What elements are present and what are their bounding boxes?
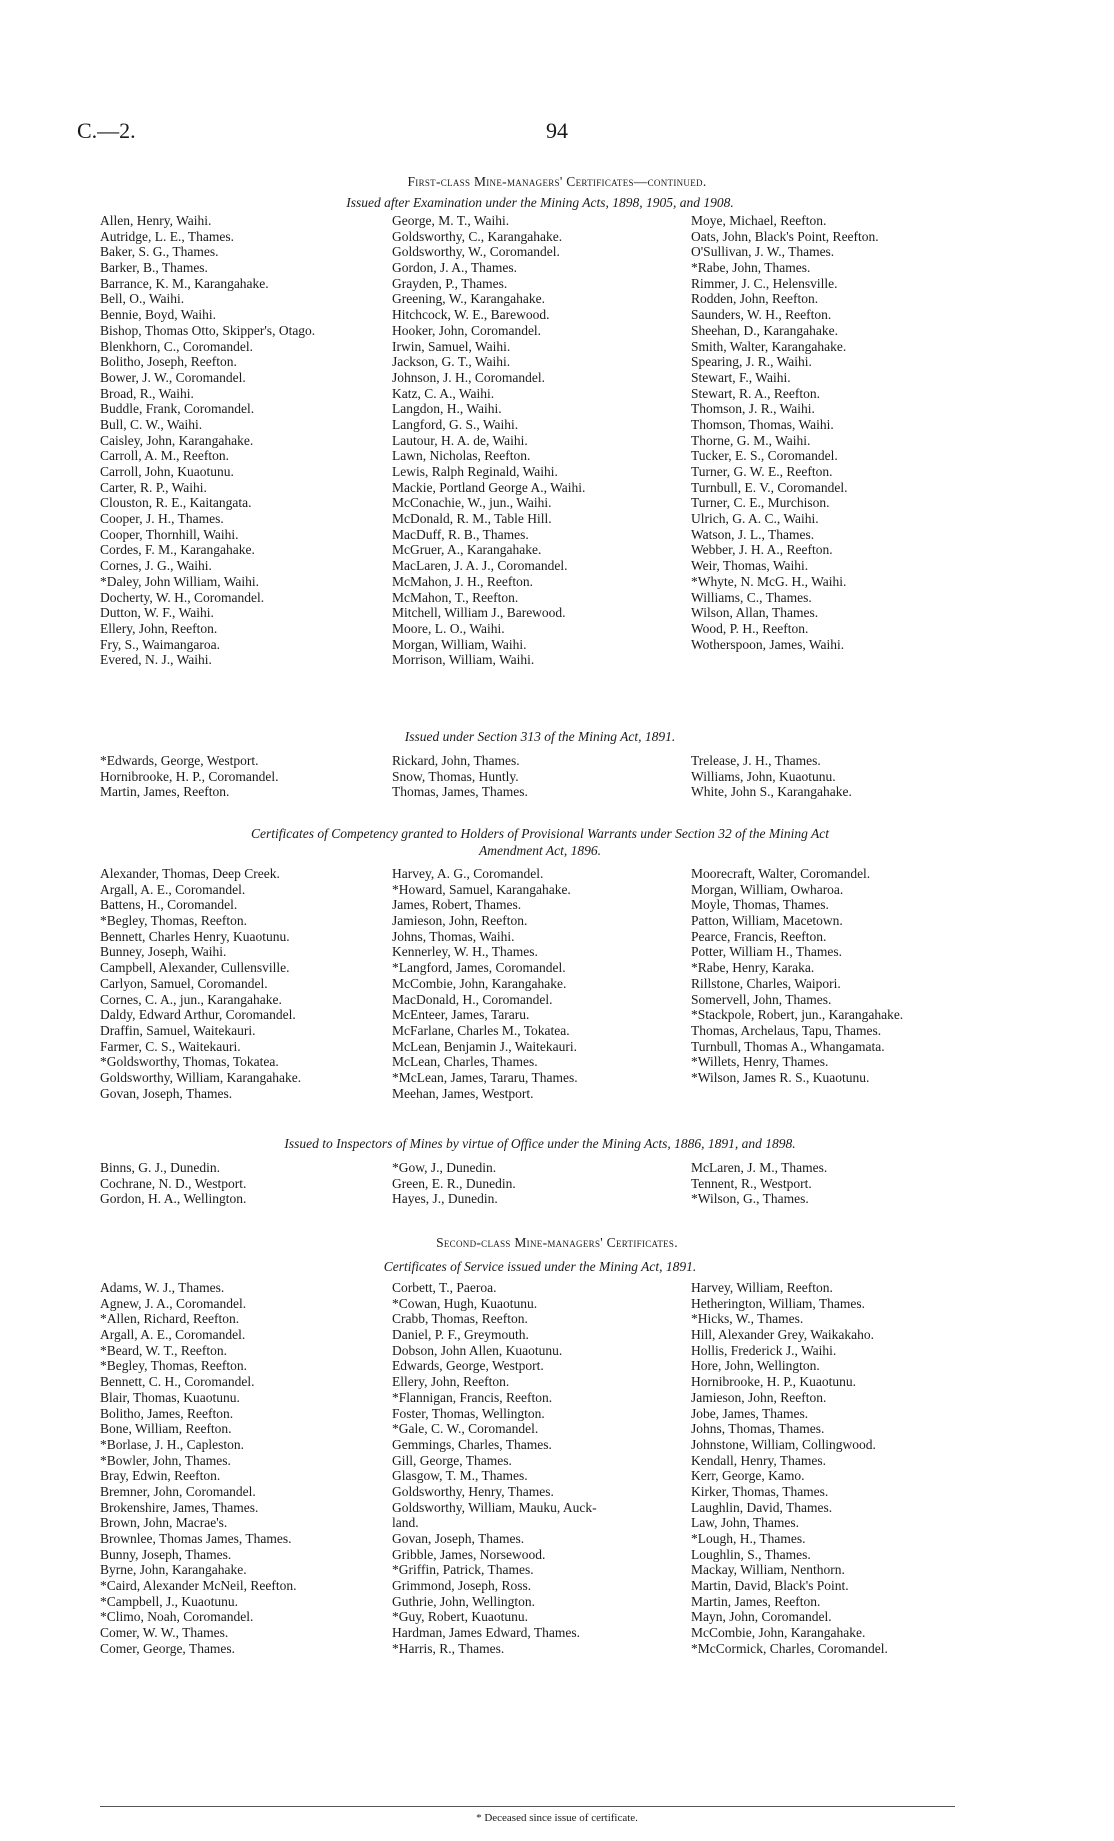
list-item: Hill, Alexander Grey, Waikakaho.	[691, 1327, 874, 1343]
list-item: Tennent, R., Westport.	[691, 1175, 812, 1191]
list-item: Moorecraft, Walter, Coromandel.	[691, 866, 871, 881]
list-item: Gribble, James, Norsewood.	[392, 1546, 546, 1562]
list-item: *Gale, C. W., Coromandel.	[392, 1421, 539, 1437]
list-item: Hayes, J., Dunedin.	[392, 1191, 498, 1207]
list-item: Greening, W., Karangahake.	[392, 291, 545, 307]
footnote-rule	[100, 1806, 955, 1807]
list-item: Moye, Michael, Reefton.	[691, 213, 827, 228]
list-item: Saunders, W. H., Reefton.	[691, 307, 832, 323]
list-item: Caisley, John, Karangahake.	[100, 432, 254, 448]
list-item: Allen, Henry, Waihi.	[100, 213, 212, 228]
list-item: Ellery, John, Reefton.	[100, 620, 218, 636]
list-item: Bunney, Joseph, Waihi.	[100, 944, 227, 960]
list-item: Buddle, Frank, Coromandel.	[100, 401, 255, 417]
list-item: Kennerley, W. H., Thames.	[392, 944, 538, 960]
list-item: Carter, R. P., Waihi.	[100, 479, 207, 495]
section-5-col3	[691, 1280, 1000, 1657]
list-item: land.	[392, 1515, 419, 1531]
list-item: *Gow, J., Dunedin.	[392, 1160, 497, 1175]
section-3-subtitle-line1: Certificates of Competency granted to Holders of Provisional Warrants under Section 32 of the Mining Act	[250, 826, 830, 841]
list-item: *Edwards, George, Westport.	[100, 753, 259, 768]
list-item: Gemmings, Charles, Thames.	[392, 1436, 552, 1452]
list-item: Adams, W. J., Thames.	[100, 1280, 225, 1295]
list-item: Langford, G. S., Waihi.	[392, 416, 519, 432]
section-4-col2	[392, 1160, 691, 1207]
list-item: Bray, Edwin, Reefton.	[100, 1468, 221, 1484]
list-item: Govan, Joseph, Thames.	[100, 1085, 233, 1101]
list-item: *Griffin, Patrick, Thames.	[392, 1562, 534, 1578]
list-item: *Howard, Samuel, Karangahake.	[392, 881, 571, 897]
list-item: Barker, B., Thames.	[100, 260, 208, 276]
list-item: Bishop, Thomas Otto, Skipper's, Otago.	[100, 322, 316, 338]
list-item: Edwards, George, Westport.	[392, 1358, 544, 1374]
list-item: Mackie, Portland George A., Waihi.	[392, 479, 586, 495]
list-item: Turnbull, E. V., Coromandel.	[691, 479, 848, 495]
list-item: Corbett, T., Paeroa.	[392, 1280, 497, 1295]
section-5-col1	[100, 1280, 392, 1657]
section-3-list	[100, 866, 1000, 1101]
list-item: Blair, Thomas, Kuaotunu.	[100, 1389, 240, 1405]
section-4-col1	[100, 1160, 392, 1207]
list-item: Gill, George, Thames.	[392, 1452, 512, 1468]
list-item: Gordon, J. A., Thames.	[392, 260, 517, 276]
list-item: *Whyte, N. McG. H., Waihi.	[691, 573, 847, 589]
list-item: Harvey, William, Reefton.	[691, 1280, 833, 1295]
list-item: Bull, C. W., Waihi.	[100, 416, 203, 432]
section-4-subtitle: Issued to Inspectors of Mines by virtue of Office under the Mining Acts, 1886, 1891, and 1898.	[284, 1136, 796, 1151]
list-item: Kendall, Henry, Thames.	[691, 1452, 826, 1468]
list-item: Dutton, W. F., Waihi.	[100, 605, 214, 621]
list-item: *Daley, John William, Waihi.	[100, 573, 259, 589]
list-item: Sheehan, D., Karangahake.	[691, 322, 838, 338]
list-item: McLean, Charles, Thames.	[392, 1054, 538, 1070]
list-item: Broad, R., Waihi.	[100, 385, 194, 401]
section-1-list	[100, 213, 1000, 668]
list-item: Hornibrooke, H. P., Kuaotunu.	[691, 1374, 856, 1390]
list-item: *Langford, James, Coromandel.	[392, 960, 566, 976]
list-item: Johns, Thomas, Thames.	[691, 1421, 825, 1437]
list-item: Snow, Thomas, Huntly.	[392, 768, 519, 784]
list-item: Somervell, John, Thames.	[691, 991, 832, 1007]
list-item: Katz, C. A., Waihi.	[392, 385, 495, 401]
list-item: Kerr, George, Kamo.	[691, 1468, 805, 1484]
list-item: Bone, William, Reefton.	[100, 1421, 232, 1437]
list-item: *Caird, Alexander McNeil, Reefton.	[100, 1578, 297, 1594]
list-item: Farmer, C. S., Waitekauri.	[100, 1038, 241, 1054]
section-5-col2	[392, 1280, 691, 1657]
section-3-col2	[392, 866, 691, 1101]
list-item: Morgan, William, Waihi.	[392, 636, 527, 652]
list-item: Weir, Thomas, Waihi.	[691, 558, 809, 574]
list-item: Johnstone, William, Collingwood.	[691, 1436, 876, 1452]
list-item: Harvey, A. G., Coromandel.	[392, 866, 544, 881]
list-item: Carroll, John, Kuaotunu.	[100, 464, 234, 479]
list-item: Fry, S., Waimangaroa.	[100, 636, 221, 652]
list-item: Battens, H., Coromandel.	[100, 897, 238, 913]
list-item: Webber, J. H. A., Reefton.	[691, 542, 833, 558]
list-item: MacLaren, J. A. J., Coromandel.	[392, 558, 568, 574]
list-item: Turner, C. E., Murchison.	[691, 495, 830, 511]
list-item: McMahon, T., Reefton.	[392, 589, 519, 605]
list-item: *Flannigan, Francis, Reefton.	[392, 1389, 553, 1405]
list-item: Hollis, Frederick J., Waihi.	[691, 1342, 837, 1358]
list-item: *Wilson, G., Thames.	[691, 1191, 809, 1207]
list-item: Bennett, Charles Henry, Kuaotunu.	[100, 928, 290, 944]
list-item: Langdon, H., Waihi.	[392, 401, 502, 417]
list-item: Clouston, R. E., Kaitangata.	[100, 495, 252, 511]
list-item: *Bowler, John, Thames.	[100, 1452, 231, 1468]
list-item: Bell, O., Waihi.	[100, 291, 185, 307]
list-item: Mackay, William, Nenthorn.	[691, 1562, 845, 1578]
list-item: Thomson, J. R., Waihi.	[691, 401, 815, 417]
list-item: *McLean, James, Tararu, Thames.	[392, 1069, 578, 1085]
list-item: Watson, J. L., Thames.	[691, 526, 815, 542]
list-item: Moore, L. O., Waihi.	[392, 620, 505, 636]
page-number: 94	[546, 118, 568, 143]
list-item: *Willets, Henry, Thames.	[691, 1054, 829, 1070]
list-item: Dobson, John Allen, Kuaotunu.	[392, 1342, 563, 1358]
list-item: Brownlee, Thomas James, Thames.	[100, 1531, 292, 1546]
list-item: Cornes, J. G., Waihi.	[100, 558, 212, 574]
section-4-col3	[691, 1160, 1000, 1207]
list-item: Baker, S. G., Thames.	[100, 244, 219, 260]
list-item: Comer, George, Thames.	[100, 1640, 236, 1656]
list-item: Daniel, P. F., Greymouth.	[392, 1327, 529, 1343]
list-item: Brown, John, Macrae's.	[100, 1515, 228, 1531]
list-item: Meehan, James, Westport.	[392, 1085, 534, 1101]
list-item: Williams, C., Thames.	[691, 589, 812, 605]
section-5-subtitle: Certificates of Service issued under the Mining Act, 1891.	[383, 1259, 697, 1274]
list-item: Hooker, John, Coromandel.	[392, 322, 542, 338]
list-item: Hardman, James Edward, Thames.	[392, 1625, 580, 1641]
list-item: White, John S., Karangahake.	[691, 784, 852, 800]
list-item: Martin, James, Reefton.	[691, 1593, 821, 1609]
list-item: Mayn, John, Coromandel.	[691, 1609, 832, 1625]
list-item: Jobe, James, Thames.	[691, 1405, 809, 1421]
section-2-subtitle: Issued under Section 313 of the Mining Act, 1891.	[404, 729, 676, 744]
list-item: James, Robert, Thames.	[392, 897, 522, 913]
list-item: Thomson, Thomas, Waihi.	[691, 416, 834, 432]
list-item: Draffin, Samuel, Waitekauri.	[100, 1022, 256, 1038]
footnote: * Deceased since issue of certificate.	[476, 1812, 638, 1824]
list-item: Goldsworthy, Henry, Thames.	[392, 1483, 554, 1499]
list-item: Guthrie, John, Wellington.	[392, 1593, 536, 1609]
section-3-subtitle-line2: Amendment Act, 1896.	[479, 843, 601, 858]
list-item: *Campbell, J., Kuaotunu.	[100, 1593, 238, 1609]
list-item: *Allen, Richard, Reefton.	[100, 1311, 240, 1327]
list-item: Williams, John, Kuaotunu.	[691, 768, 836, 784]
list-item: *Harris, R., Thames.	[392, 1640, 505, 1656]
list-item: Grimmond, Joseph, Ross.	[392, 1578, 532, 1594]
list-item: Goldsworthy, William, Mauku, Auck-	[392, 1499, 597, 1515]
list-item: Cochrane, N. D., Westport.	[100, 1175, 247, 1191]
list-item: McLaren, J. M., Thames.	[691, 1160, 828, 1175]
list-item: Trelease, J. H., Thames.	[691, 753, 821, 768]
list-item: Oats, John, Black's Point, Reefton.	[691, 228, 879, 244]
list-item: Lawn, Nicholas, Reefton.	[392, 448, 531, 464]
list-item: Crabb, Thomas, Reefton.	[392, 1311, 528, 1327]
list-item: Gordon, H. A., Wellington.	[100, 1191, 247, 1207]
list-item: Tucker, E. S., Coromandel.	[691, 448, 838, 464]
list-item: Govan, Joseph, Thames.	[392, 1531, 525, 1546]
list-item: Argall, A. E., Coromandel.	[100, 1327, 246, 1343]
section-3-col1	[100, 866, 392, 1101]
list-item: McConachie, W., jun., Waihi.	[392, 495, 552, 511]
list-item: McCombie, John, Karangahake.	[392, 975, 567, 991]
list-item: McMahon, J. H., Reefton.	[392, 573, 533, 589]
list-item: Mitchell, William J., Barewood.	[392, 605, 566, 621]
list-item: Barrance, K. M., Karangahake.	[100, 275, 269, 291]
list-item: Agnew, J. A., Coromandel.	[100, 1295, 247, 1311]
section-3-col3	[691, 866, 1000, 1101]
list-item: Lewis, Ralph Reginald, Waihi.	[392, 464, 558, 479]
list-item: Stewart, F., Waihi.	[691, 369, 791, 385]
list-item: Ulrich, G. A. C., Waihi.	[691, 511, 819, 527]
list-item: Wilson, Allan, Thames.	[691, 605, 819, 621]
list-item: George, M. T., Waihi.	[392, 213, 510, 228]
list-item: McGruer, A., Karangahake.	[392, 542, 542, 558]
list-item: Rillstone, Charles, Waipori.	[691, 975, 841, 991]
list-item: *Rabe, Henry, Karaka.	[691, 960, 815, 976]
list-item: Moyle, Thomas, Thames.	[691, 897, 829, 913]
list-item: Pearce, Francis, Reefton.	[691, 928, 827, 944]
list-item: Evered, N. J., Waihi.	[100, 652, 212, 668]
list-item: Johnson, J. H., Coromandel.	[392, 369, 545, 385]
list-item: Binns, G. J., Dunedin.	[100, 1160, 221, 1175]
list-item: Potter, William H., Thames.	[691, 944, 843, 960]
list-item: Martin, David, Black's Point.	[691, 1578, 849, 1594]
list-item: *Begley, Thomas, Reefton.	[100, 1358, 247, 1374]
list-item: Irwin, Samuel, Waihi.	[392, 338, 511, 354]
list-item: Stewart, R. A., Reefton.	[691, 385, 820, 401]
list-item: MacDuff, R. B., Thames.	[392, 526, 529, 542]
list-item: *Begley, Thomas, Reefton.	[100, 913, 247, 929]
list-item: *Beard, W. T., Reefton.	[100, 1342, 227, 1358]
section-2-col1	[100, 753, 392, 800]
list-item: Campbell, Alexander, Cullensville.	[100, 960, 290, 976]
list-item: Hitchcock, W. E., Barewood.	[392, 307, 550, 323]
list-item: Bolitho, Joseph, Reefton.	[100, 354, 237, 370]
list-item: *Climo, Noah, Coromandel.	[100, 1609, 254, 1625]
list-item: Hornibrooke, H. P., Coromandel.	[100, 768, 279, 784]
list-item: Johns, Thomas, Waihi.	[392, 928, 515, 944]
list-item: Green, E. R., Dunedin.	[392, 1175, 516, 1191]
list-item: Argall, A. E., Coromandel.	[100, 881, 246, 897]
list-item: Thomas, Archelaus, Tapu, Thames.	[691, 1022, 882, 1038]
list-item: McLean, Benjamin J., Waitekauri.	[392, 1038, 577, 1054]
list-item: Morrison, William, Waihi.	[392, 652, 535, 668]
list-item: Byrne, John, Karangahake.	[100, 1562, 247, 1578]
list-item: Autridge, L. E., Thames.	[100, 228, 234, 244]
list-item: Rimmer, J. C., Helensville.	[691, 275, 838, 291]
section-3-subtitle	[80, 825, 1000, 859]
list-item: Thomas, James, Thames.	[392, 784, 528, 800]
list-item: Carlyon, Samuel, Coromandel.	[100, 975, 268, 991]
list-item: Goldsworthy, C., Karangahake.	[392, 228, 563, 244]
section-2-list	[100, 753, 1000, 800]
list-item: *Hicks, W., Thames.	[691, 1311, 804, 1327]
list-item: *Guy, Robert, Kuaotunu.	[392, 1609, 528, 1625]
section-5-list	[100, 1280, 1000, 1657]
list-item: Law, John, Thames.	[691, 1515, 799, 1531]
second-class-title: Second-class Mine-managers' Certificates.	[436, 1235, 678, 1250]
list-item: Daldy, Edward Arthur, Coromandel.	[100, 1007, 296, 1023]
list-item: *Stackpole, Robert, jun., Karangahake.	[691, 1007, 904, 1023]
list-item: *Cowan, Hugh, Kuaotunu.	[392, 1295, 538, 1311]
list-item: Jamieson, John, Reefton.	[392, 913, 528, 929]
list-item: Glasgow, T. M., Thames.	[392, 1468, 528, 1484]
section-1-col2	[392, 213, 691, 668]
list-item: Ellery, John, Reefton.	[392, 1374, 510, 1390]
list-item: McCombie, John, Karangahake.	[691, 1625, 866, 1641]
list-item: O'Sullivan, J. W., Thames.	[691, 244, 835, 260]
list-item: Bolitho, James, Reefton.	[100, 1405, 234, 1421]
list-item: Bower, J. W., Coromandel.	[100, 369, 246, 385]
list-item: Cordes, F. M., Karangahake.	[100, 542, 255, 558]
list-item: Brokenshire, James, Thames.	[100, 1499, 259, 1515]
list-item: MacDonald, H., Coromandel.	[392, 991, 553, 1007]
list-item: Foster, Thomas, Wellington.	[392, 1405, 545, 1421]
list-item: Grayden, P., Thames.	[392, 275, 508, 291]
list-item: McFarlane, Charles M., Tokatea.	[392, 1022, 570, 1038]
list-item: *Borlase, J. H., Capleston.	[100, 1436, 244, 1452]
list-item: Turner, G. W. E., Reefton.	[691, 464, 833, 479]
list-item: *Lough, H., Thames.	[691, 1531, 806, 1546]
list-item: Cornes, C. A., jun., Karangahake.	[100, 991, 282, 1007]
list-item: Laughlin, David, Thames.	[691, 1499, 833, 1515]
list-item: Martin, James, Reefton.	[100, 784, 230, 800]
list-item: Hetherington, William, Thames.	[691, 1295, 866, 1311]
list-item: Cooper, Thornhill, Waihi.	[100, 526, 239, 542]
list-item: Rickard, John, Thames.	[392, 753, 520, 768]
list-item: Bunny, Joseph, Thames.	[100, 1546, 232, 1562]
list-item: McDonald, R. M., Table Hill.	[392, 511, 552, 527]
list-item: Smith, Walter, Karangahake.	[691, 338, 847, 354]
section-2-col3	[691, 753, 1000, 800]
list-item: Comer, W. W., Thames.	[100, 1625, 229, 1641]
section-4-list	[100, 1160, 1000, 1207]
list-item: Lautour, H. A. de, Waihi.	[392, 432, 528, 448]
list-item: Bremner, John, Coromandel.	[100, 1483, 256, 1499]
list-item: Jackson, G. T., Waihi.	[392, 354, 511, 370]
list-item: Goldsworthy, W., Coromandel.	[392, 244, 560, 260]
list-item: Carroll, A. M., Reefton.	[100, 448, 229, 464]
list-item: Alexander, Thomas, Deep Creek.	[100, 866, 280, 881]
list-item: Spearing, J. R., Waihi.	[691, 354, 812, 370]
section-1-col3	[691, 213, 1000, 668]
list-item: Wotherspoon, James, Waihi.	[691, 636, 845, 652]
list-item: McEnteer, James, Tararu.	[392, 1007, 530, 1023]
list-item: Turnbull, Thomas A., Whangamata.	[691, 1038, 885, 1054]
first-class-title: First-class Mine-managers' Certificates—continued.	[407, 174, 707, 189]
list-item: *Goldsworthy, Thomas, Tokatea.	[100, 1054, 279, 1070]
section-1-subtitle: Issued after Examination under the Mining Acts, 1898, 1905, and 1908.	[346, 195, 734, 210]
list-item: Blenkhorn, C., Coromandel.	[100, 338, 253, 354]
list-item: Hore, John, Wellington.	[691, 1358, 820, 1374]
list-item: *Wilson, James R. S., Kuaotunu.	[691, 1069, 870, 1085]
list-item: Loughlin, S., Thames.	[691, 1546, 811, 1562]
list-item: Jamieson, John, Reefton.	[691, 1389, 827, 1405]
section-2-col2	[392, 753, 691, 800]
list-item: Cooper, J. H., Thames.	[100, 511, 224, 527]
list-item: Docherty, W. H., Coromandel.	[100, 589, 265, 605]
list-item: Patton, William, Macetown.	[691, 913, 843, 929]
list-item: Morgan, William, Owharoa.	[691, 881, 844, 897]
list-item: *Rabe, John, Thames.	[691, 260, 811, 276]
list-item: Thorne, G. M., Waihi.	[691, 432, 811, 448]
list-item: Bennie, Boyd, Waihi.	[100, 307, 217, 323]
list-item: Goldsworthy, William, Karangahake.	[100, 1069, 302, 1085]
list-item: *McCormick, Charles, Coromandel.	[691, 1640, 888, 1656]
list-item: Rodden, John, Reefton.	[691, 291, 819, 307]
list-item: Kirker, Thomas, Thames.	[691, 1483, 829, 1499]
list-item: Wood, P. H., Reefton.	[691, 620, 809, 636]
list-item: Bennett, C. H., Coromandel.	[100, 1374, 255, 1390]
document-code: C.—2.	[77, 118, 136, 143]
section-1-col1	[100, 213, 392, 668]
